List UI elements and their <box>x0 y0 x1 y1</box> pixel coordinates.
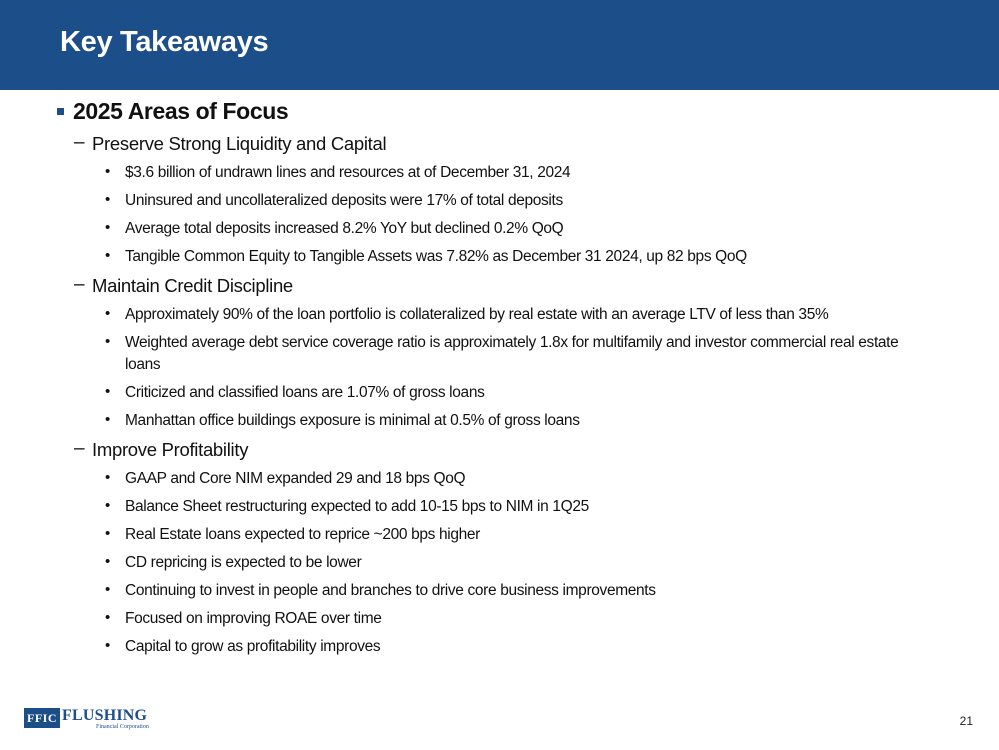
list-item-text: GAAP and Core NIM expanded 29 and 18 bps QoQ <box>125 470 466 487</box>
list-item-text: Tangible Common Equity to Tangible Assets was 7.82% as December 31 2024, up 82 bps QoQ <box>125 248 747 265</box>
square-bullet-icon <box>57 108 64 115</box>
list-item-text: Criticized and classified loans are 1.07% of gross loans <box>125 384 485 401</box>
list-item-text: Weighted average debt service coverage ratio is approximately 1.8x for multifamily and investor commercial real estate loans <box>125 334 899 373</box>
bullet-icon: • <box>105 411 110 428</box>
bullet-icon: • <box>105 247 110 264</box>
list-item-text: Real Estate loans expected to reprice ~200 bps higher <box>125 526 480 543</box>
list-item <box>0 578 999 606</box>
list-item <box>0 302 999 330</box>
bullet-icon: • <box>105 383 110 400</box>
bullet-icon: • <box>105 191 110 208</box>
list-item <box>0 408 999 436</box>
bullet-icon: • <box>105 497 110 514</box>
list-item-text: Continuing to invest in people and branches to drive core business improvements <box>125 582 656 599</box>
title-bar <box>0 0 999 90</box>
bullet-icon: • <box>105 553 110 570</box>
section-header <box>0 436 999 466</box>
list-item <box>0 522 999 550</box>
list-item <box>0 188 999 216</box>
focus-heading-label: 2025 Areas of Focus <box>73 98 289 124</box>
list-item-text: Capital to grow as profitability improves <box>125 638 381 655</box>
list-item-text: Manhattan office buildings exposure is minimal at 0.5% of gross loans <box>125 412 580 429</box>
list-item-text: Approximately 90% of the loan portfolio is collateralized by real estate with an average LTV of less than 35% <box>125 306 829 323</box>
list-item <box>0 216 999 244</box>
dash-icon: – <box>74 274 85 295</box>
list-item <box>0 494 999 522</box>
logo-name: FLUSHING <box>62 707 148 724</box>
list-item-text: Uninsured and uncollateralized deposits were 17% of total deposits <box>125 192 563 209</box>
section-title: Improve Profitability <box>92 439 249 460</box>
dash-icon: – <box>74 438 85 459</box>
page-title: Key Takeaways <box>60 26 269 58</box>
bullet-icon: • <box>105 637 110 654</box>
list-item <box>0 634 999 662</box>
bullet-icon: • <box>105 609 110 626</box>
slide-content <box>0 96 999 662</box>
bullet-icon: • <box>105 305 110 322</box>
focus-heading <box>0 96 999 130</box>
section-profitability <box>0 436 999 662</box>
bullet-icon: • <box>105 219 110 236</box>
list-item-text: $3.6 billion of undrawn lines and resources at of December 31, 2024 <box>125 164 571 181</box>
list-item <box>0 606 999 634</box>
section-header <box>0 130 999 160</box>
section-title: Maintain Credit Discipline <box>92 275 293 296</box>
bullet-icon: • <box>105 469 110 486</box>
list-item <box>0 330 999 380</box>
section-header <box>0 272 999 302</box>
bullet-icon: • <box>105 525 110 542</box>
list-item <box>0 160 999 188</box>
list-item-text: Balance Sheet restructuring expected to add 10-15 bps to NIM in 1Q25 <box>125 498 589 515</box>
dash-icon: – <box>74 132 85 153</box>
list-item <box>0 550 999 578</box>
list-item <box>0 466 999 494</box>
list-item <box>0 380 999 408</box>
list-item <box>0 244 999 272</box>
page-number: 21 <box>959 714 973 728</box>
list-item-text: Focused on improving ROAE over time <box>125 610 382 627</box>
list-item-text: Average total deposits increased 8.2% YoY but declined 0.2% QoQ <box>125 220 564 237</box>
section-credit <box>0 272 999 436</box>
bullet-icon: • <box>105 163 110 180</box>
bullet-icon: • <box>105 581 110 598</box>
logo-subtitle: Financial Corporation <box>96 724 149 730</box>
section-liquidity <box>0 130 999 272</box>
list-item-text: CD repricing is expected to be lower <box>125 554 362 571</box>
company-logo <box>24 707 154 731</box>
bullet-icon: • <box>105 333 110 350</box>
section-title: Preserve Strong Liquidity and Capital <box>92 133 387 154</box>
logo-mark: FFIC <box>24 708 60 728</box>
